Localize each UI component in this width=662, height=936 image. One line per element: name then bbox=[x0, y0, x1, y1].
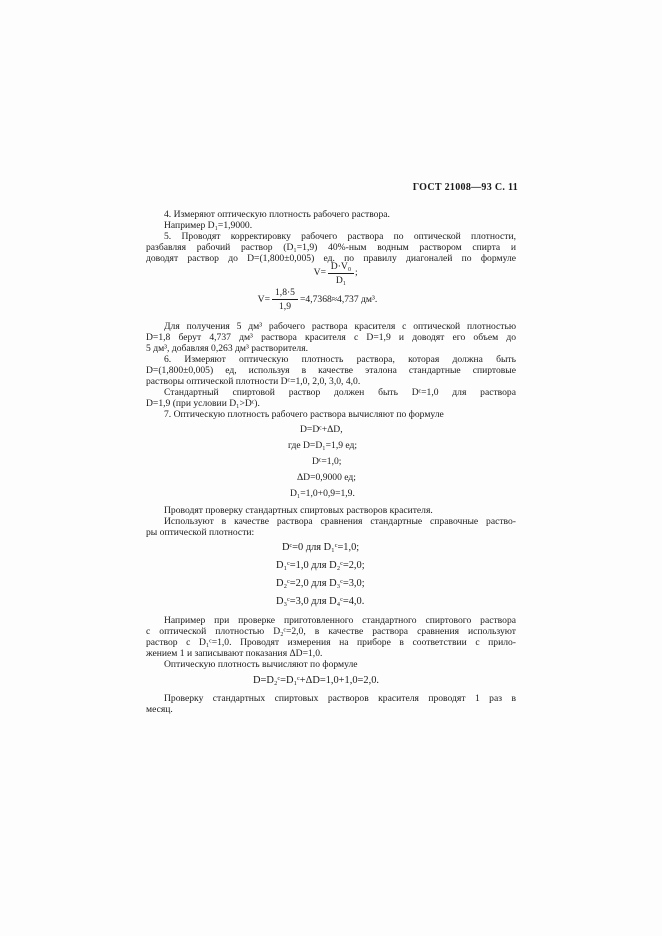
step-5-text: 5. Проводят корректировку рабочего раствора по оптической плотности, bbox=[164, 231, 516, 242]
paragraph-line: Проводят проверку стандартных спиртовых растворов красителя. bbox=[164, 505, 433, 516]
paragraph-line: ры оптической плотности: bbox=[146, 527, 255, 538]
fraction-bar bbox=[328, 273, 354, 274]
formula-ref-4: D₃ᶜ=3,0 для D₄ᶜ=4,0. bbox=[276, 596, 365, 607]
formula-tail: ; bbox=[355, 267, 358, 278]
formula-ref-1: Dᶜ=0 для D₁ᶜ=1,0; bbox=[282, 542, 360, 553]
fraction-bar bbox=[272, 299, 298, 300]
paragraph-line: Используют в качестве раствора сравнения стандартные справочные раство- bbox=[164, 516, 516, 527]
paragraph-line: месяц. bbox=[146, 704, 173, 715]
paragraph-line: Стандартный спиртовой раствор должен быть Dᶜ=1,0 для раствора bbox=[164, 387, 516, 398]
fraction-denominator: D₁ bbox=[335, 275, 347, 286]
paragraph-line: жением 1 и записывают показания ΔD=1,0. bbox=[146, 648, 323, 659]
fraction-numerator: D·V₀ bbox=[330, 261, 352, 272]
formula-final: D=D₂ᶜ=D₁ᶜ+ΔD=1,0+1,0=2,0. bbox=[253, 675, 379, 686]
step-7-text: 7. Оптическую плотность рабочего раствора вычисляют по формуле bbox=[164, 409, 444, 420]
step-4-text: 4. Измеряют оптическую плотность рабочего раствора. bbox=[164, 209, 390, 220]
formula-lhs: V= bbox=[313, 267, 326, 278]
paragraph-line: D=(1,800±0,005) ед, используя в качестве эталона стандартные спиртовые bbox=[146, 365, 516, 376]
formula-tail: =4,7368≈4,737 дм³. bbox=[300, 294, 378, 305]
fraction-denominator: 1,9 bbox=[279, 301, 291, 312]
paragraph-line: разбавляя рабочий раствор (D₁=1,9) 40%-ным водным раствором спирта и bbox=[146, 242, 516, 253]
paragraph-line: растворы оптической плотности Dᶜ=1,0, 2,0, 3,0, 4,0. bbox=[146, 376, 361, 387]
paragraph-line: с оптической плотностью D₂ᶜ=2,0, в качестве раствора сравнения используют bbox=[146, 626, 516, 637]
formula-d1: D₁=1,0+0,9=1,9. bbox=[290, 488, 355, 499]
formula-dc: Dᶜ=1,0; bbox=[312, 456, 342, 467]
paragraph-line: Например при проверке приготовленного стандартного спиртового раствора bbox=[164, 615, 516, 626]
step-6-text: 6. Измеряют оптическую плотность раствора, которая должна быть bbox=[164, 354, 516, 365]
paragraph-line: Проверку стандартных спиртовых растворов красителя проводят 1 раз в bbox=[164, 693, 516, 704]
fraction-numerator: 1,8·5 bbox=[275, 287, 295, 298]
page-header: ГОСТ 21008—93 С. 11 bbox=[412, 182, 518, 193]
paragraph-line: Оптическую плотность вычисляют по формуле bbox=[164, 659, 358, 670]
paragraph-line: доводят раствор до D=(1,800±0,005) ед. по правилу диагоналей по формуле bbox=[146, 253, 516, 264]
formula-ref-2: D₁ᶜ=1,0 для D₂ᶜ=2,0; bbox=[276, 560, 365, 571]
paragraph-line: D=1,8 берут 4,737 дм³ раствора красителя с D=1,9 и доводят его объем до bbox=[146, 332, 516, 343]
formula-lhs: V= bbox=[257, 294, 270, 305]
paragraph-line: раствор с D₁ᶜ=1,0. Проводят измерения на приборе в соответствии с прило- bbox=[146, 637, 516, 648]
formula-d: D=Dᶜ+ΔD, bbox=[300, 424, 343, 435]
example-text: Например D₁=1,9000. bbox=[164, 220, 253, 231]
paragraph-line: D=1,9 (при условии D₁>Dᶜ). bbox=[146, 398, 260, 409]
formula-ref-3: D₂ᶜ=2,0 для D₃ᶜ=3,0; bbox=[276, 578, 365, 589]
formula-delta: ΔD=0,9000 ед; bbox=[297, 472, 356, 483]
paragraph-line: Для получения 5 дм³ рабочего раствора красителя с оптической плотностью bbox=[164, 321, 516, 332]
paragraph-line: 5 дм³, добавляя 0,263 дм³ растворителя. bbox=[146, 343, 309, 354]
formula-where: где D=D₁=1,9 ед; bbox=[288, 440, 358, 451]
